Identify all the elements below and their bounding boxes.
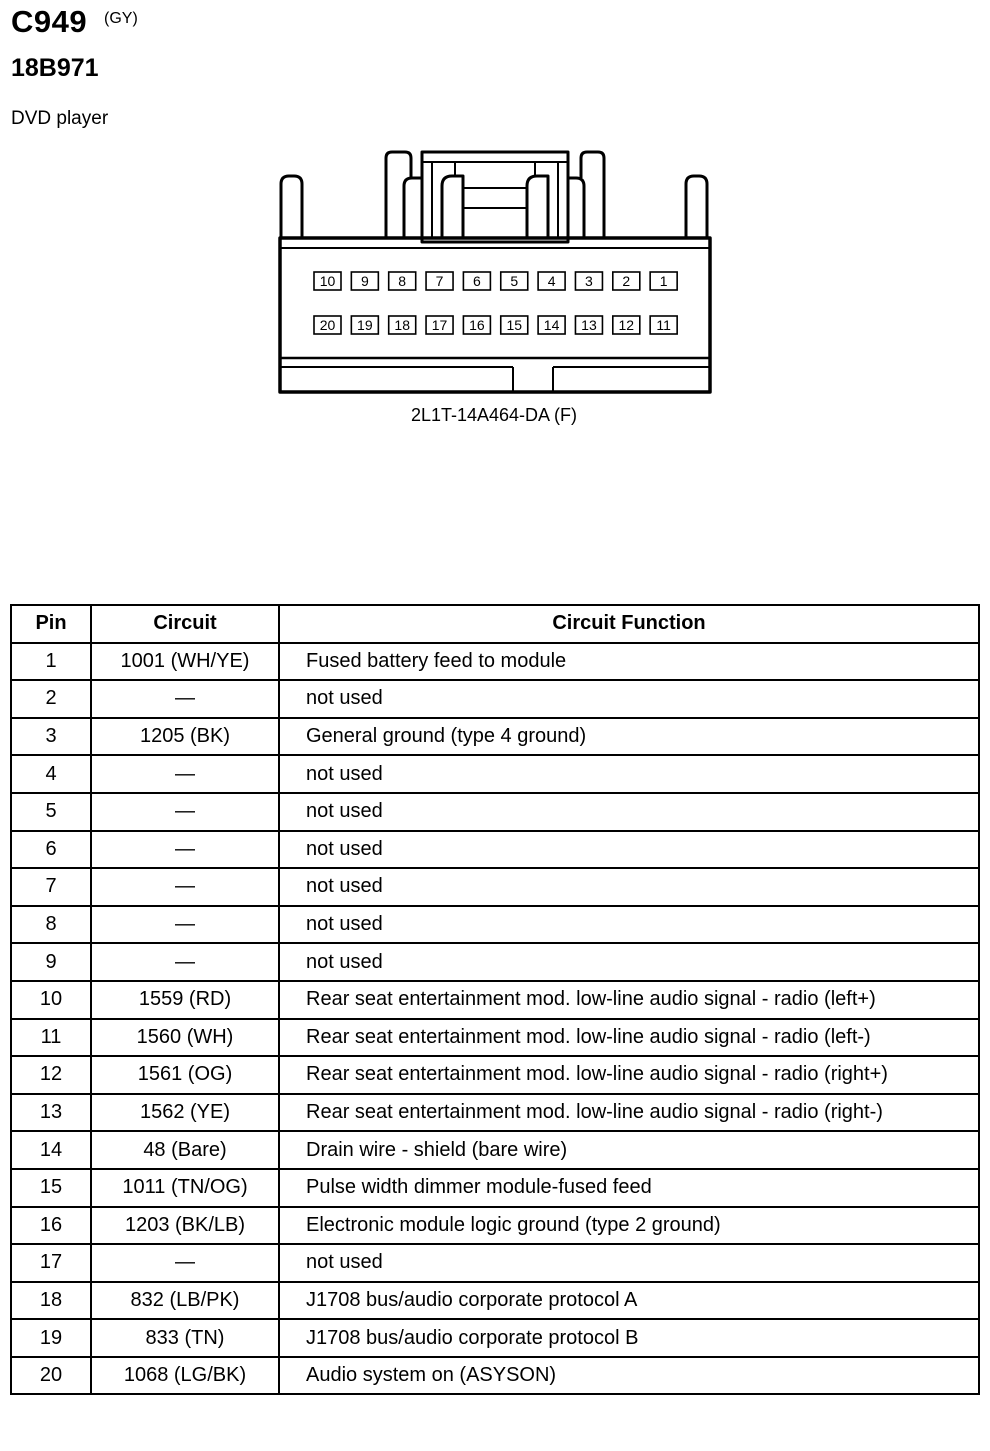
table-row: [11, 943, 979, 981]
circuit-cell: —: [91, 906, 279, 944]
pin-cell: 14: [11, 1131, 91, 1169]
pin-cell: 19: [11, 1319, 91, 1357]
pin-number-label: 18: [394, 317, 410, 333]
part-number: 18B971: [11, 54, 99, 82]
header-pin: Pin: [11, 605, 91, 643]
pin-number-label: 9: [360, 273, 369, 289]
circuit-cell: —: [91, 831, 279, 869]
circuit-cell: 1559 (RD): [91, 981, 279, 1019]
circuit-function-cell: Drain wire - shield (bare wire): [279, 1131, 979, 1169]
circuit-function-cell: Rear seat entertainment mod. low-line audio signal - radio (left-): [279, 1019, 979, 1057]
circuit-function-cell: Fused battery feed to module: [279, 643, 979, 681]
circuit-function-cell: not used: [279, 906, 979, 944]
circuit-cell: —: [91, 793, 279, 831]
table-row: [11, 1056, 979, 1094]
table-row: [11, 868, 979, 906]
pin-number-label: 4: [547, 273, 556, 289]
pin-table: [10, 604, 980, 1395]
pin-number-label: 13: [581, 317, 597, 333]
circuit-function-cell: not used: [279, 943, 979, 981]
pin-cell: 20: [11, 1357, 91, 1395]
pin-cell: 5: [11, 793, 91, 831]
circuit-function-cell: Rear seat entertainment mod. low-line audio signal - radio (right+): [279, 1056, 979, 1094]
table-row: [11, 1019, 979, 1057]
pin-number-label: 12: [618, 317, 635, 333]
circuit-cell: 832 (LB/PK): [91, 1282, 279, 1320]
pin-number-label: 7: [435, 273, 444, 289]
circuit-cell: 1561 (OG): [91, 1056, 279, 1094]
table-row: [11, 1169, 979, 1207]
table-row: [11, 643, 979, 681]
table-row: [11, 1357, 979, 1395]
circuit-cell: 1011 (TN/OG): [91, 1169, 279, 1207]
pin-cell: 15: [11, 1169, 91, 1207]
table-row: [11, 1319, 979, 1357]
table-row: [11, 906, 979, 944]
pin-number-label: 16: [469, 317, 485, 333]
pin-cell: 3: [11, 718, 91, 756]
pin-cell: 16: [11, 1207, 91, 1245]
table-row: [11, 1244, 979, 1282]
circuit-cell: 48 (Bare): [91, 1131, 279, 1169]
circuit-cell: 833 (TN): [91, 1319, 279, 1357]
pin-cell: 12: [11, 1056, 91, 1094]
pin-number-label: 6: [473, 273, 481, 289]
table-row: [11, 680, 979, 718]
circuit-cell: 1001 (WH/YE): [91, 643, 279, 681]
circuit-cell: 1205 (BK): [91, 718, 279, 756]
circuit-function-cell: not used: [279, 868, 979, 906]
pin-cell: 4: [11, 755, 91, 793]
pin-number-label: 11: [656, 317, 671, 333]
table-row: [11, 1094, 979, 1132]
circuit-function-cell: not used: [279, 793, 979, 831]
circuit-cell: —: [91, 755, 279, 793]
circuit-function-cell: J1708 bus/audio corporate protocol B: [279, 1319, 979, 1357]
pin-cell: 6: [11, 831, 91, 869]
circuit-function-cell: Pulse width dimmer module-fused feed: [279, 1169, 979, 1207]
circuit-cell: 1560 (WH): [91, 1019, 279, 1057]
circuit-function-cell: not used: [279, 680, 979, 718]
circuit-cell: —: [91, 868, 279, 906]
circuit-cell: —: [91, 680, 279, 718]
circuit-function-cell: Electronic module logic ground (type 2 ground): [279, 1207, 979, 1245]
header-circuit-function: Circuit Function: [279, 605, 979, 643]
pin-cell: 11: [11, 1019, 91, 1057]
pin-number-label: 1: [659, 273, 668, 289]
circuit-function-cell: Rear seat entertainment mod. low-line audio signal - radio (right-): [279, 1094, 979, 1132]
circuit-function-cell: J1708 bus/audio corporate protocol A: [279, 1282, 979, 1320]
circuit-function-cell: Rear seat entertainment mod. low-line audio signal - radio (left+): [279, 981, 979, 1019]
table-row: [11, 981, 979, 1019]
table-row: [11, 718, 979, 756]
pin-cell: 7: [11, 868, 91, 906]
pin-number-label: 8: [398, 273, 407, 289]
connector-id: C949: [11, 4, 88, 39]
pin-number-label: 14: [543, 317, 560, 333]
circuit-cell: 1562 (YE): [91, 1094, 279, 1132]
pin-number-label: 15: [506, 317, 523, 333]
pin-number-label: 17: [431, 317, 448, 333]
connector-description: DVD player: [11, 108, 109, 129]
table-row: [11, 831, 979, 869]
connector-color: (GY): [104, 10, 138, 27]
pin-cell: 13: [11, 1094, 91, 1132]
table-row: [11, 755, 979, 793]
circuit-function-cell: not used: [279, 1244, 979, 1282]
connector-part-caption: 2L1T-14A464-DA (F): [410, 405, 578, 425]
pin-cell: 2: [11, 680, 91, 718]
circuit-function-cell: not used: [279, 755, 979, 793]
pin-cell: 9: [11, 943, 91, 981]
table-row: [11, 1131, 979, 1169]
pin-cell: 18: [11, 1282, 91, 1320]
circuit-cell: 1203 (BK/LB): [91, 1207, 279, 1245]
pin-cell: 10: [11, 981, 91, 1019]
table-row: [11, 793, 979, 831]
pin-cell: 1: [11, 643, 91, 681]
circuit-cell: —: [91, 943, 279, 981]
pin-number-label: 5: [510, 273, 519, 289]
circuit-cell: 1068 (LG/BK): [91, 1357, 279, 1395]
header-circuit: Circuit: [91, 605, 279, 643]
pin-number-label: 10: [319, 273, 336, 289]
table-row: [11, 1207, 979, 1245]
circuit-function-cell: General ground (type 4 ground): [279, 718, 979, 756]
circuit-function-cell: Audio system on (ASYSON): [279, 1357, 979, 1395]
circuit-function-cell: not used: [279, 831, 979, 869]
pin-number-label: 3: [585, 273, 593, 289]
pin-cell: 17: [11, 1244, 91, 1282]
pin-cell: 8: [11, 906, 91, 944]
circuit-cell: —: [91, 1244, 279, 1282]
pin-number-label: 20: [319, 317, 336, 333]
table-header-row: [11, 605, 979, 643]
pin-number-label: 2: [622, 273, 631, 289]
table-row: [11, 1282, 979, 1320]
connector-face-diagram: [0, 0, 990, 440]
pin-number-label: 19: [357, 317, 373, 333]
